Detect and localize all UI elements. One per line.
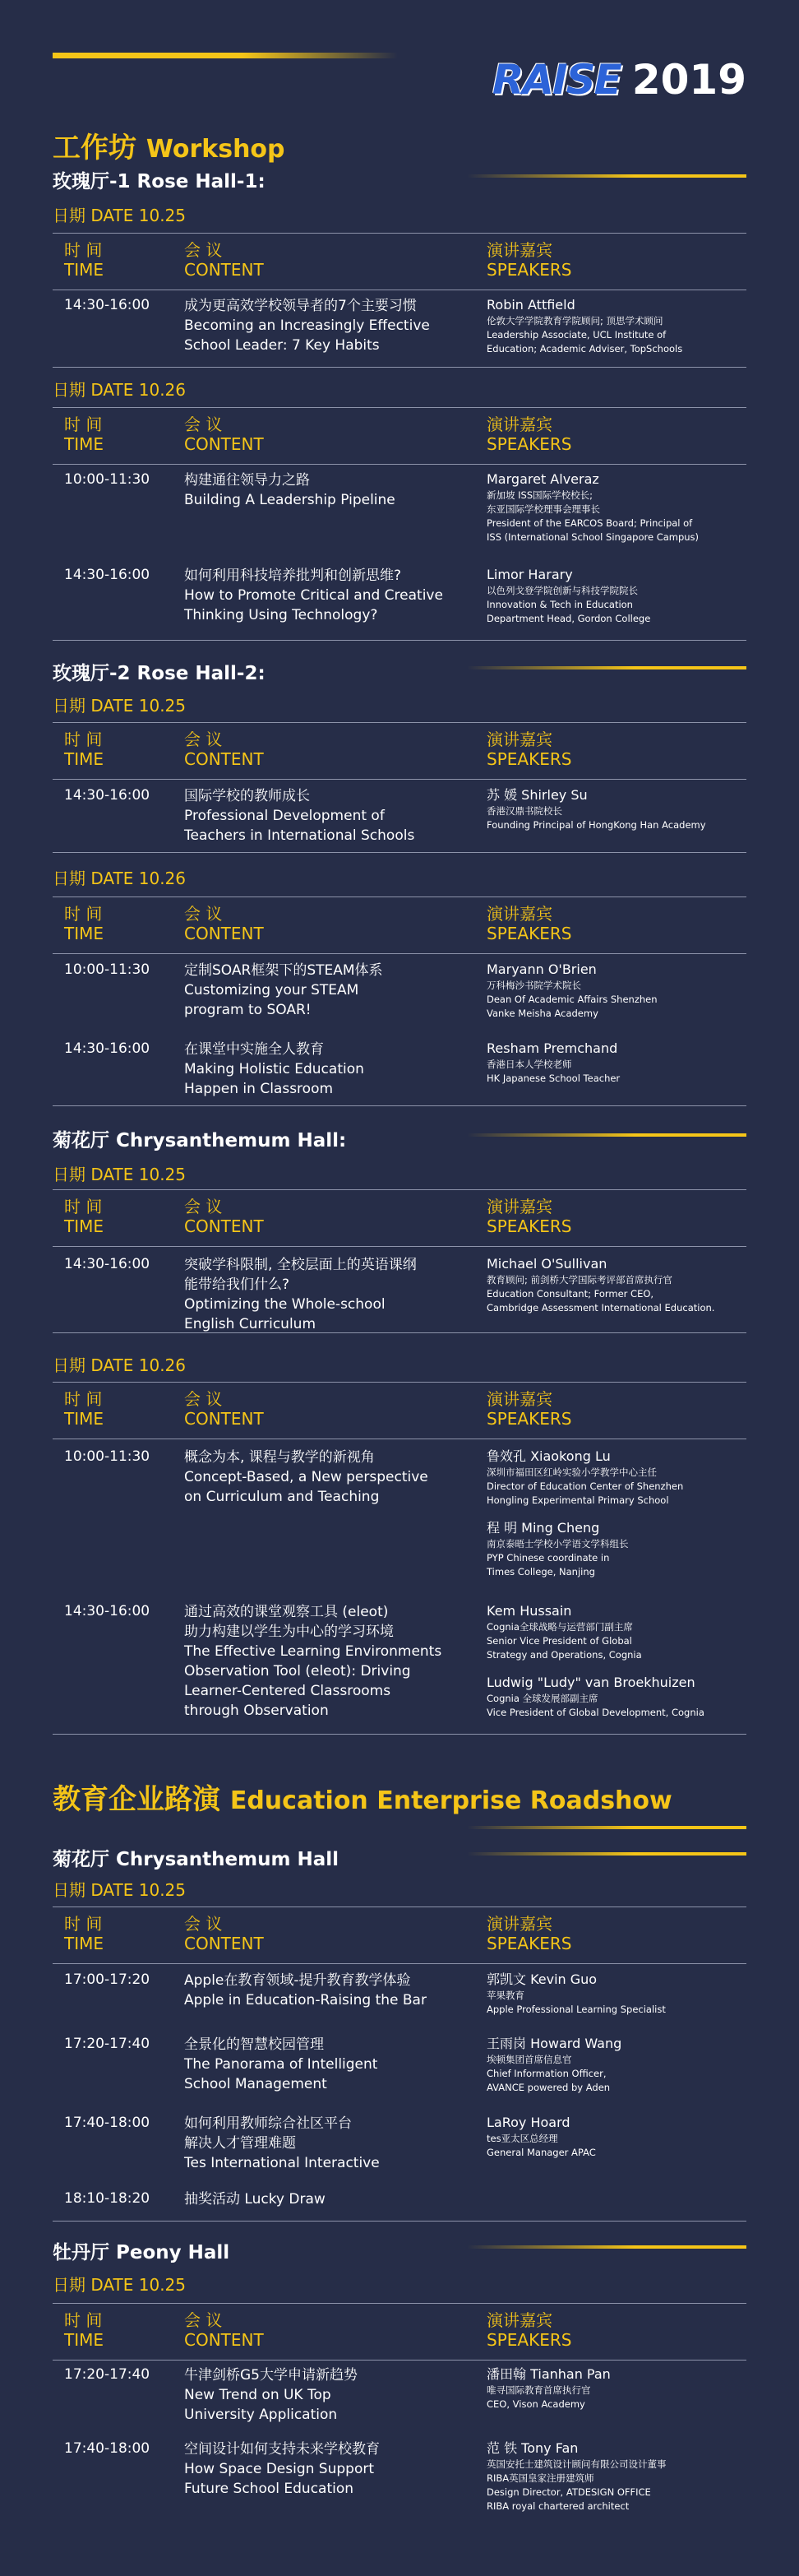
speaker-name: Ludwig "Ludy" van Broekhuizen [487, 1675, 695, 1690]
speaker-title-line: 万科梅沙书院学术院长 [487, 980, 581, 991]
speaker [487, 2365, 746, 2412]
content-column-header [184, 1197, 264, 1236]
speakers-header-zh: 演讲嘉宾 [487, 240, 552, 260]
content-line: The Effective Learning Environments [184, 1643, 442, 1660]
content-header-en: CONTENT [184, 1409, 264, 1429]
content-line: New Trend on UK Top [184, 2387, 331, 2403]
speaker-title-line: Innovation & Tech in Education [487, 599, 633, 610]
session-content [184, 1040, 476, 1099]
speaker-title-line: 伦敦大学学院教育学院顾问; 顶思学术顾问 [487, 315, 663, 327]
session-time: 14:30-16:00 [64, 787, 150, 804]
hall-name: 玫瑰厅-2 Rose Hall-2: [53, 663, 266, 684]
content-header-zh: 会 议 [184, 730, 223, 749]
time-header-zh: 时 间 [64, 240, 103, 260]
hall-accent-rule [467, 1852, 746, 1856]
speaker-name: 范 铁 Tony Fan [487, 2440, 579, 2456]
session-content [184, 1448, 476, 1507]
speakers-header-zh: 演讲嘉宾 [487, 904, 552, 924]
speaker-title-line: Senior Vice President of Global [487, 1635, 632, 1647]
table-header [53, 722, 746, 780]
content-line: 成为更高效学校领导者的7个主要习惯 [184, 298, 417, 314]
time-column-header [64, 730, 104, 769]
row-divider [53, 640, 746, 641]
speaker-name: 鲁效孔 Xiaokong Lu [487, 1448, 611, 1464]
speaker-title-line: Cambridge Assessment International Education. [487, 1302, 715, 1313]
speakers-column-header [487, 415, 571, 454]
session-time: 17:20-17:40 [64, 2366, 150, 2383]
speaker-title-line: RIBA royal chartered architect [487, 2500, 630, 2512]
roadshow-section-title [53, 1777, 672, 1817]
speaker-name: Limor Harary [487, 567, 573, 582]
content-line: Building A Leadership Pipeline [184, 492, 395, 508]
content-line: 构建通往领导力之路 [184, 472, 310, 489]
session-time: 14:30-16:00 [64, 1603, 150, 1619]
speakers-column-header [487, 904, 571, 943]
speaker-name: Michael O'Sullivan [487, 1256, 607, 1272]
time-column-header [64, 240, 104, 280]
content-line: 如何利用科技培养批判和创新思维? [184, 568, 402, 584]
content-line: 全景化的智慧校园管理 [184, 2036, 324, 2053]
session-content [184, 296, 476, 355]
hall-name: 玫瑰厅-1 Rose Hall-1: [53, 171, 266, 192]
session-date: 日期 DATE 10.25 [53, 1880, 187, 1900]
session-speakers [487, 566, 746, 637]
hall-accent-rule [467, 666, 746, 669]
speaker-name: Robin Attfield [487, 297, 575, 313]
session-time: 17:20-17:40 [64, 2036, 150, 2052]
table-header [53, 233, 746, 290]
speaker-name: 王雨岗 Howard Wang [487, 2036, 622, 2051]
speaker [487, 1971, 746, 2017]
content-header-zh: 会 议 [184, 2310, 223, 2330]
content-line: Apple在教育领域-提升教育教学体验 [184, 1972, 411, 1989]
row-divider [53, 1734, 746, 1735]
speakers-header-en: SPEAKERS [487, 260, 572, 280]
content-column-header [184, 1389, 264, 1429]
speakers-header-en: SPEAKERS [487, 924, 572, 943]
speaker [487, 961, 746, 1021]
speaker [487, 2439, 746, 2513]
content-line: 能带给我们什么? [184, 1276, 290, 1293]
content-line: on Curriculum and Teaching [184, 1489, 380, 1505]
time-header-en: TIME [64, 434, 104, 454]
speaker-name: Margaret Alveraz [487, 471, 599, 487]
speaker-title-line: Apple Professional Learning Specialist [487, 2004, 666, 2015]
session-content [184, 2114, 476, 2173]
content-line: Professional Development of [184, 808, 385, 824]
roadshow-title-en: Education Enterprise Roadshow [229, 1786, 672, 1815]
speaker-title-line: 以色列戈登学院创新与科技学院院长 [487, 585, 638, 596]
content-line: How Space Design Support [184, 2461, 375, 2477]
time-column-header [64, 904, 104, 943]
content-line: 如何利用教师综合社区平台 [184, 2115, 352, 2132]
session-speakers [487, 786, 746, 844]
speaker [487, 786, 746, 832]
content-line: 通过高效的课堂观察工具 (eleot) [184, 1604, 389, 1620]
session-content [184, 2189, 476, 2209]
speaker-title-line: Vice President of Global Development, Cognia [487, 1707, 704, 1718]
speaker-name: 潘田翰 Tianhan Pan [487, 2366, 611, 2382]
speakers-header-zh: 演讲嘉宾 [487, 1197, 552, 1216]
session-date: 日期 DATE 10.25 [53, 206, 187, 225]
top-accent-bar [53, 53, 398, 58]
speakers-header-en: SPEAKERS [487, 1934, 572, 1953]
session-content [184, 1971, 476, 2010]
content-column-header [184, 240, 264, 280]
content-line: How to Promote Critical and Creative [184, 587, 443, 604]
speaker-title-line: 东亚国际学校理事会理事长 [487, 503, 600, 515]
session-time: 17:00-17:20 [64, 1971, 150, 1988]
content-header-zh: 会 议 [184, 240, 223, 260]
speaker [487, 2114, 746, 2160]
content-header-en: CONTENT [184, 2330, 264, 2350]
table-header [53, 1189, 746, 1247]
content-line: Observation Tool (eleot): Driving [184, 1663, 411, 1679]
speaker-title-line: Education Consultant; Former CEO, [487, 1288, 654, 1300]
speaker-title-line: Chief Information Officer, [487, 2068, 607, 2079]
time-column-header [64, 1389, 104, 1429]
row-divider [53, 1105, 746, 1106]
speakers-column-header [487, 1389, 571, 1429]
speaker-title-line: PYP Chinese coordinate in [487, 1552, 610, 1564]
speaker-title-line: Design Director, ATDESIGN OFFICE [487, 2486, 651, 2498]
speaker [487, 1040, 746, 1086]
content-line: University Application [184, 2407, 338, 2423]
session-content [184, 2439, 476, 2499]
session-time: 18:10-18:20 [64, 2190, 150, 2207]
roadshow-accent-rule [467, 1826, 746, 1829]
speaker-title-line: ISS (International School Singapore Campus) [487, 531, 700, 543]
content-header-zh: 会 议 [184, 1914, 223, 1934]
speaker [487, 296, 746, 356]
content-header-en: CONTENT [184, 1934, 264, 1953]
hall-accent-rule [467, 1133, 746, 1137]
content-line: Tes International Interactive [184, 2155, 380, 2171]
speaker [487, 566, 746, 626]
speaker-title-line: AVANCE powered by Aden [487, 2082, 611, 2093]
content-line: 国际学校的教师成长 [184, 788, 310, 804]
content-line: 抽奖活动 Lucky Draw [184, 2191, 326, 2208]
session-date: 日期 DATE 10.26 [53, 380, 187, 400]
time-header-zh: 时 间 [64, 1197, 103, 1216]
content-column-header [184, 1914, 264, 1953]
hall-heading [53, 2237, 746, 2267]
session-time: 17:40-18:00 [64, 2115, 150, 2131]
session-speakers [487, 2365, 746, 2423]
content-line: 助力构建以学生为中心的学习环境 [184, 1624, 394, 1640]
speaker-title-line: 香港汉鼎书院校长 [487, 805, 562, 817]
time-header-zh: 时 间 [64, 730, 103, 749]
content-line: The Panorama of Intelligent [184, 2056, 378, 2073]
content-header-en: CONTENT [184, 260, 264, 280]
speakers-header-zh: 演讲嘉宾 [487, 730, 552, 749]
content-line: Becoming an Increasingly Effective [184, 317, 430, 334]
workshop-section-title [53, 125, 285, 165]
time-header-zh: 时 间 [64, 415, 103, 434]
speaker [487, 1602, 746, 1662]
content-line: School Leader: 7 Key Habits [184, 337, 380, 354]
speakers-column-header [487, 1197, 571, 1236]
session-date: 日期 DATE 10.25 [53, 1165, 187, 1184]
speakers-header-en: SPEAKERS [487, 2330, 572, 2350]
speaker-title-line: 教育顾问; 前剑桥大学国际考评部首席执行官 [487, 1274, 673, 1286]
speakers-header-zh: 演讲嘉宾 [487, 1389, 552, 1409]
time-header-en: TIME [64, 1409, 104, 1429]
speakers-header-en: SPEAKERS [487, 749, 572, 769]
session-content [184, 961, 476, 1020]
time-header-en: TIME [64, 1216, 104, 1236]
session-content [184, 786, 476, 846]
session-speakers [487, 2114, 746, 2171]
speakers-column-header [487, 240, 571, 280]
session-speakers [487, 296, 746, 368]
hall-heading [53, 1125, 746, 1155]
speakers-header-zh: 演讲嘉宾 [487, 1914, 552, 1934]
session-date: 日期 DATE 10.26 [53, 1355, 187, 1375]
hall-name: 菊花厅 Chrysanthemum Hall [53, 1849, 339, 1870]
content-line: English Curriculum [184, 1316, 316, 1332]
session-time: 14:30-16:00 [64, 567, 150, 583]
speaker-title-line: Education; Academic Adviser, TopSchools [487, 343, 683, 354]
hall-heading [53, 1844, 746, 1874]
content-line: program to SOAR! [184, 1002, 312, 1018]
table-header [53, 407, 746, 465]
session-content [184, 2035, 476, 2094]
table-header [53, 2303, 746, 2361]
content-line: 牛津剑桥G5大学申请新趋势 [184, 2367, 358, 2384]
row-divider [53, 367, 746, 368]
speaker-title-line: Director of Education Center of Shenzhen [487, 1480, 684, 1492]
content-line: School Management [184, 2076, 327, 2092]
time-header-en: TIME [64, 260, 104, 280]
content-line: 概念为本, 课程与教学的新视角 [184, 1449, 375, 1466]
speaker-title-line: tes亚太区总经理 [487, 2133, 558, 2144]
content-header-en: CONTENT [184, 749, 264, 769]
content-header-zh: 会 议 [184, 1197, 223, 1216]
speaker-title-line: 唯寻国际教育首席执行官 [487, 2384, 591, 2396]
speaker-name: Resham Premchand [487, 1040, 618, 1056]
table-header [53, 1382, 746, 1439]
session-speakers [487, 1971, 746, 2028]
session-content [184, 1255, 476, 1334]
session-time: 14:30-16:00 [64, 297, 150, 313]
session-speakers [487, 1040, 746, 1097]
session-time: 10:00-11:30 [64, 1448, 150, 1465]
session-speakers [487, 961, 746, 1032]
session-time: 10:00-11:30 [64, 471, 150, 488]
time-header-en: TIME [64, 924, 104, 943]
content-line: 在课堂中实施全人教育 [184, 1041, 324, 1058]
content-column-header [184, 730, 264, 769]
raise-2019-logo [492, 51, 746, 109]
row-divider [53, 2221, 746, 2222]
speaker-name: 郭凯文 Kevin Guo [487, 1971, 598, 1987]
roadshow-title-zh: 教育企业路演 [53, 1783, 220, 1816]
speakers-header-en: SPEAKERS [487, 1216, 572, 1236]
content-line: Apple in Education-Raising the Bar [184, 1992, 427, 2008]
content-header-en: CONTENT [184, 1216, 264, 1236]
speaker-title-line: HK Japanese School Teacher [487, 1073, 621, 1084]
content-line: through Observation [184, 1703, 329, 1719]
time-header-en: TIME [64, 1934, 104, 1953]
time-header-zh: 时 间 [64, 1914, 103, 1934]
speaker-title-line: 深圳市福田区红岭实验小学教学中心主任 [487, 1466, 657, 1478]
session-time: 14:30-16:00 [64, 1256, 150, 1272]
speaker-title-line: Vanke Meisha Academy [487, 1008, 598, 1019]
speaker-title-line: 英国安托士建筑设计顾问有限公司设计董事 [487, 2458, 667, 2470]
speaker-title-line: Hongling Experimental Primary School [487, 1494, 669, 1506]
content-header-en: CONTENT [184, 434, 264, 454]
hall-accent-rule [467, 2245, 746, 2249]
hall-heading [53, 166, 746, 196]
speakers-header-en: SPEAKERS [487, 1409, 572, 1429]
logo-year: 2019 [631, 56, 746, 104]
content-line: 定制SOAR框架下的STEAM体系 [184, 962, 383, 979]
time-header-zh: 时 间 [64, 1389, 103, 1409]
session-time: 10:00-11:30 [64, 961, 150, 978]
raise-logo-mark: RAISE [492, 56, 621, 104]
speaker [487, 1674, 746, 1720]
session-time: 14:30-16:00 [64, 1040, 150, 1057]
content-line: Thinking Using Technology? [184, 607, 378, 623]
session-speakers [487, 1602, 746, 1731]
content-line: 空间设计如何支持未来学校教育 [184, 2441, 380, 2458]
content-line: Customizing your STEAM [184, 982, 359, 998]
hall-accent-rule [467, 174, 746, 178]
speaker [487, 2035, 746, 2095]
time-header-en: TIME [64, 2330, 104, 2350]
speakers-header-zh: 演讲嘉宾 [487, 415, 552, 434]
speaker [487, 470, 746, 544]
speaker-name: Maryann O'Brien [487, 961, 597, 977]
session-speakers [487, 2035, 746, 2106]
speaker-title-line: Department Head, Gordon College [487, 613, 651, 624]
time-header-en: TIME [64, 749, 104, 769]
speakers-column-header [487, 730, 571, 769]
table-header [53, 897, 746, 954]
speaker [487, 1255, 746, 1315]
session-date: 日期 DATE 10.25 [53, 696, 187, 716]
session-date: 日期 DATE 10.26 [53, 869, 187, 888]
time-column-header [64, 2310, 104, 2350]
speaker [487, 1448, 746, 1508]
content-header-zh: 会 议 [184, 415, 223, 434]
speaker [487, 1519, 746, 1579]
speaker-name: 程 明 Ming Cheng [487, 1520, 600, 1536]
content-line: Teachers in International Schools [184, 827, 415, 844]
speaker-title-line: Strategy and Operations, Cognia [487, 1649, 642, 1661]
session-time: 17:40-18:00 [64, 2440, 150, 2457]
content-line: Future School Education [184, 2481, 354, 2497]
content-line: Concept-Based, a New perspective [184, 1469, 428, 1485]
session-content [184, 470, 476, 510]
speaker-title-line: 新加坡 ISS国际学校校长; [487, 489, 593, 501]
content-line: Optimizing the Whole-school [184, 1296, 386, 1313]
time-column-header [64, 1914, 104, 1953]
speaker-name: Kem Hussain [487, 1603, 572, 1619]
content-line: Making Holistic Education [184, 1061, 364, 1077]
speaker-title-line: 南京泰晤士学校小学语文学科组长 [487, 1538, 629, 1550]
session-speakers [487, 2439, 746, 2525]
speaker-name: LaRoy Hoard [487, 2115, 570, 2130]
workshop-title-zh: 工作坊 [53, 132, 136, 164]
speaker-title-line: 香港日本人学校老师 [487, 1059, 572, 1070]
speakers-header-zh: 演讲嘉宾 [487, 2310, 552, 2330]
session-speakers [487, 1448, 746, 1591]
session-speakers [487, 470, 746, 556]
speakers-column-header [487, 2310, 571, 2350]
speaker-name: 苏 媛 Shirley Su [487, 787, 588, 803]
session-content [184, 1602, 476, 1721]
workshop-title-en: Workshop [145, 135, 285, 164]
hall-name: 菊花厅 Chrysanthemum Hall: [53, 1130, 347, 1151]
speaker-title-line: Founding Principal of HongKong Han Academy [487, 819, 706, 831]
table-header [53, 1907, 746, 1964]
speaker-title-line: General Manager APAC [487, 2147, 596, 2158]
speakers-column-header [487, 1914, 571, 1953]
speaker-title-line: CEO, Vison Academy [487, 2398, 585, 2410]
row-divider [53, 1332, 746, 1333]
session-speakers [487, 1255, 746, 1327]
session-content [184, 566, 476, 625]
content-column-header [184, 415, 264, 454]
time-column-header [64, 1197, 104, 1236]
session-date: 日期 DATE 10.25 [53, 2275, 187, 2295]
content-line: 解决人才管理难题 [184, 2135, 296, 2152]
row-divider [53, 852, 746, 853]
content-line: Learner-Centered Classrooms [184, 1683, 391, 1699]
speaker-title-line: RIBA英国皇家注册建筑师 [487, 2472, 594, 2484]
content-header-zh: 会 议 [184, 904, 223, 924]
hall-heading [53, 658, 746, 688]
hall-name: 牡丹厅 Peony Hall [53, 2242, 230, 2263]
speaker-title-line: 埃顿集团首席信息官 [487, 2054, 572, 2065]
speaker-title-line: Dean Of Academic Affairs Shenzhen [487, 994, 658, 1005]
content-header-en: CONTENT [184, 924, 264, 943]
speakers-header-en: SPEAKERS [487, 434, 572, 454]
content-line: Happen in Classroom [184, 1081, 334, 1097]
time-column-header [64, 415, 104, 454]
time-header-zh: 时 间 [64, 904, 103, 924]
content-line: 突破学科限制, 全校层面上的英语课纲 [184, 1257, 417, 1273]
speaker-title-line: Leadership Associate, UCL Institute of [487, 329, 667, 341]
content-column-header [184, 904, 264, 943]
speaker-title-line: Times College, Nanjing [487, 1566, 595, 1578]
speaker-title-line: Cognia全球战略与运营部门副主席 [487, 1621, 633, 1633]
speaker-title-line: President of the EARCOS Board; Principal of [487, 517, 693, 529]
speaker-title-line: 苹果教育 [487, 1990, 524, 2001]
speaker-title-line: Cognia 全球发展部副主席 [487, 1693, 598, 1704]
session-content [184, 2365, 476, 2425]
content-column-header [184, 2310, 264, 2350]
content-header-zh: 会 议 [184, 1389, 223, 1409]
time-header-zh: 时 间 [64, 2310, 103, 2330]
